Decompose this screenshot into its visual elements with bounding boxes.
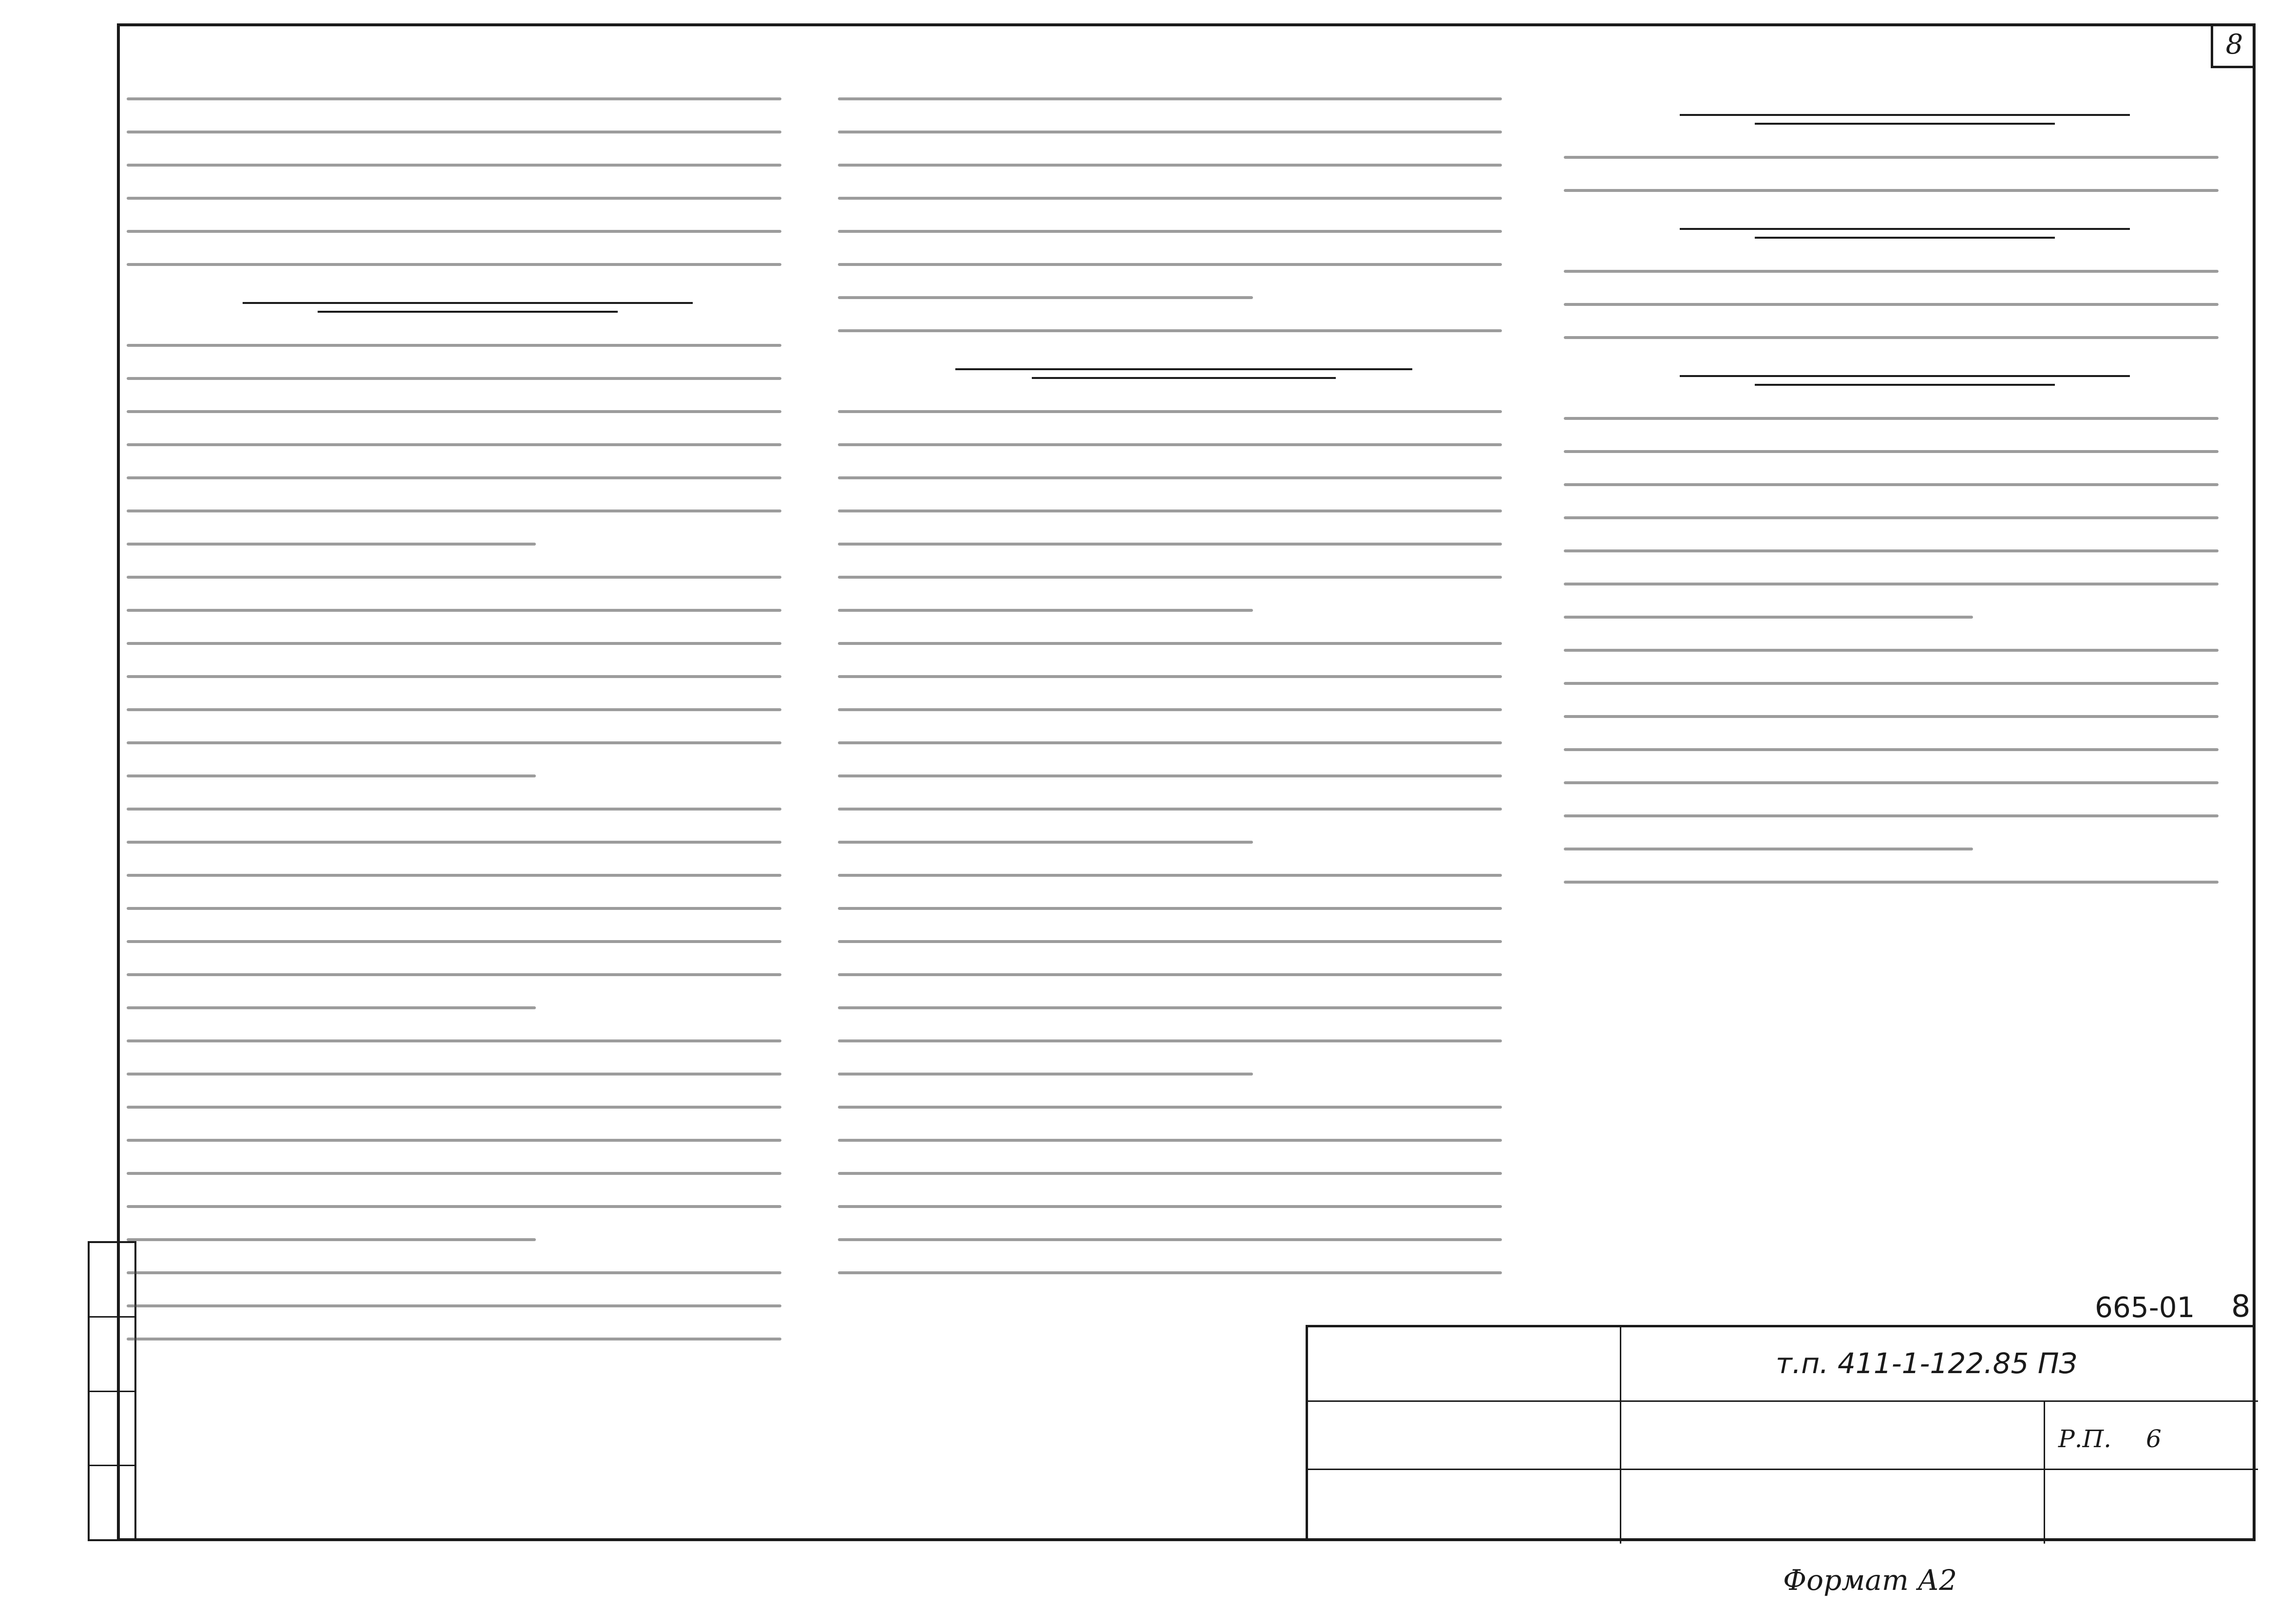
handwritten-line: [838, 675, 1502, 678]
handwritten-line: [127, 1139, 781, 1142]
handwritten-line: [127, 1073, 781, 1076]
handwritten-line: [838, 97, 1502, 100]
handwritten-line: [1564, 189, 2219, 192]
handwritten-line: [1564, 270, 2219, 273]
handwritten-line: [127, 1172, 781, 1175]
handwritten-line: [127, 609, 781, 612]
heading-underline: [955, 368, 1412, 370]
heading-underline: [1755, 384, 2055, 386]
text-column-3: [1564, 97, 2246, 884]
handwritten-line: [127, 1205, 781, 1208]
handwritten-line: [838, 410, 1502, 413]
sheet-code: 665-01: [2095, 1291, 2195, 1324]
handwritten-line: [127, 1039, 781, 1042]
handwritten-line: [1564, 336, 2219, 339]
handwritten-line: [838, 230, 1502, 233]
handwritten-line: [127, 476, 781, 479]
handwritten-line: [1564, 881, 2219, 884]
paragraph-block: [127, 344, 809, 1340]
handwritten-line: [127, 1338, 781, 1340]
handwritten-line: [1564, 616, 1973, 619]
text-column-1: [127, 97, 809, 1340]
handwritten-line: [127, 642, 781, 645]
handwritten-line: [127, 197, 781, 200]
handwritten-line: [127, 841, 781, 844]
handwritten-line: [838, 973, 1502, 976]
side-stamp-cell: [90, 1466, 134, 1539]
handwritten-line: [127, 576, 781, 579]
handwritten-line: [838, 263, 1502, 266]
handwritten-line: [838, 131, 1502, 133]
format-label: Формат А2: [1783, 1564, 1957, 1597]
handwritten-line: [1564, 748, 2219, 751]
handwritten-line: [127, 973, 781, 976]
section-heading: [1564, 359, 2246, 397]
handwritten-line: [838, 1073, 1253, 1076]
handwritten-line: [838, 1205, 1502, 1208]
handwritten-line: [1564, 549, 2219, 552]
handwritten-line: [127, 1304, 781, 1307]
paragraph-block: [1564, 270, 2246, 339]
handwritten-line: [838, 1039, 1502, 1042]
paragraph-block: [1564, 156, 2246, 192]
handwritten-line: [127, 708, 781, 711]
heading-underline: [1680, 228, 2130, 230]
stage-value: Р.П.: [2058, 1425, 2112, 1453]
handwritten-line: [127, 741, 781, 744]
handwritten-line: [838, 874, 1502, 877]
text-column-2: [838, 97, 1530, 1274]
heading-underline: [318, 311, 618, 313]
side-stamp-cell: [90, 1392, 134, 1467]
section-heading: [127, 285, 809, 324]
handwritten-line: [838, 1172, 1502, 1175]
handwritten-line: [1564, 303, 2219, 306]
handwritten-line: [838, 708, 1502, 711]
handwritten-line: [838, 164, 1502, 167]
handwritten-line: [127, 164, 781, 167]
handwritten-line: [838, 543, 1502, 546]
handwritten-line: [127, 675, 781, 678]
handwritten-line: [838, 642, 1502, 645]
handwritten-line: [127, 377, 781, 380]
handwritten-line: [838, 940, 1502, 943]
paragraph-block: [1564, 417, 2246, 884]
handwritten-line: [838, 296, 1253, 299]
handwritten-line: [127, 1238, 536, 1241]
handwritten-line: [838, 808, 1502, 811]
heading-underline: [1755, 123, 2055, 125]
handwritten-line: [127, 263, 781, 266]
handwritten-line: [838, 1006, 1502, 1009]
handwritten-line: [127, 230, 781, 233]
handwritten-line: [127, 940, 781, 943]
handwritten-line: [1564, 682, 2219, 685]
handwritten-line: [838, 609, 1253, 612]
heading-underline: [1680, 114, 2130, 116]
handwritten-line: [1564, 583, 2219, 585]
heading-underline: [243, 302, 693, 304]
handwritten-line: [838, 197, 1502, 200]
title-block-divider: [1308, 1400, 2258, 1402]
handwritten-line: [838, 1139, 1502, 1142]
handwritten-line: [127, 1106, 781, 1109]
handwritten-line: [127, 543, 536, 546]
handwritten-line: [838, 741, 1502, 744]
handwritten-line: [127, 1271, 781, 1274]
title-block-divider: [2044, 1400, 2045, 1544]
handwritten-line: [1564, 450, 2219, 453]
handwritten-line: [838, 774, 1502, 777]
paragraph-block: [838, 410, 1530, 1274]
handwritten-line: [127, 808, 781, 811]
handwritten-line: [1564, 781, 2219, 784]
section-heading: [838, 352, 1530, 391]
handwritten-line: [127, 874, 781, 877]
handwritten-line: [838, 329, 1502, 332]
handwritten-line: [127, 344, 781, 347]
handwritten-line: [1564, 814, 2219, 817]
sheet-value: 6: [2146, 1425, 2162, 1453]
handwritten-line: [127, 907, 781, 910]
handwritten-line: [1564, 649, 2219, 652]
handwritten-line: [1564, 848, 1973, 850]
section-heading: [1564, 211, 2246, 250]
title-block-divider: [1308, 1469, 2258, 1470]
handwritten-line: [1564, 516, 2219, 519]
handwritten-line: [838, 841, 1253, 844]
footer-line: [1627, 1564, 1957, 1597]
handwritten-line: [838, 576, 1502, 579]
handwritten-line: [838, 1271, 1502, 1274]
sheet-code-number: 8: [2231, 1288, 2251, 1324]
heading-underline: [1755, 237, 2055, 239]
heading-underline: [1680, 375, 2130, 377]
paragraph-block: [127, 97, 809, 266]
side-strip: [19, 23, 117, 1541]
handwritten-line: [127, 774, 536, 777]
handwritten-line: [838, 1106, 1502, 1109]
handwritten-line: [127, 510, 781, 512]
handwritten-line: [1564, 483, 2219, 486]
handwritten-line: [838, 443, 1502, 446]
handwritten-line: [838, 1238, 1502, 1241]
heading-underline: [1032, 377, 1336, 379]
section-heading: [1564, 97, 2246, 136]
handwritten-line: [127, 410, 781, 413]
title-block-divider: [1620, 1327, 1621, 1544]
page-number: 8: [2225, 29, 2243, 60]
handwritten-line: [838, 907, 1502, 910]
handwritten-line: [838, 476, 1502, 479]
handwritten-line: [127, 443, 781, 446]
handwritten-line: [127, 131, 781, 133]
document-code: т.п. 411-1-122.85 ПЗ: [1776, 1347, 2077, 1380]
handwritten-line: [127, 97, 781, 100]
handwritten-line: [838, 510, 1502, 512]
handwritten-line: [1564, 156, 2219, 159]
title-block: [1306, 1325, 2256, 1541]
handwritten-line: [1564, 417, 2219, 420]
handwritten-line: [1564, 715, 2219, 718]
paragraph-block: [838, 97, 1530, 332]
handwritten-line: [127, 1006, 536, 1009]
